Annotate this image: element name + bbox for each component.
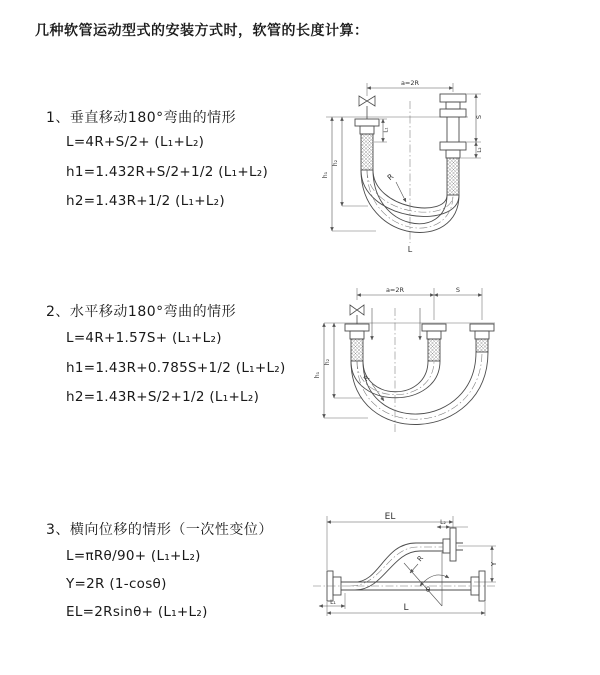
dim-label-a2r: a=2R xyxy=(385,286,405,294)
formula-h2: h2=1.43R+S/2+1/2 (L₁+L₂) xyxy=(66,389,260,405)
dim-label-s: S xyxy=(475,114,483,120)
formula-el: EL=2Rsinθ+ (L₁+L₂) xyxy=(66,604,208,620)
fixed-end-flange xyxy=(345,324,369,339)
diagram-vertical-180-bend xyxy=(310,75,590,255)
diagram-lateral-displacement xyxy=(300,500,600,635)
dim-label-l1: L₁ xyxy=(330,599,336,606)
hose-centerlines xyxy=(357,308,482,432)
dim-label-l: L xyxy=(403,603,409,613)
dim-label-h2: h₂ xyxy=(324,358,331,366)
dim-label-r: R xyxy=(362,373,372,384)
left-flange xyxy=(355,119,379,134)
section-2-heading: 2、水平移动180°弯曲的情形 xyxy=(46,304,237,320)
extension-lines xyxy=(326,83,481,231)
formula-h1: h1=1.43R+0.785S+1/2 (L₁+L₂) xyxy=(66,360,286,376)
braided-hose-section xyxy=(361,134,373,170)
dim-label-y: Y xyxy=(490,561,498,567)
dim-label-h1: h₁ xyxy=(314,371,321,379)
hose-centerlines xyxy=(367,101,453,243)
formula-l: L=4R+1.57S+ (L₁+L₂) xyxy=(66,330,222,346)
formula-l: L=πRθ/90+ (L₁+L₂) xyxy=(66,548,201,564)
formula-h2: h2=1.43R+1/2 (L₁+L₂) xyxy=(66,193,225,209)
dim-label-r: R xyxy=(415,554,426,564)
dim-label-el: EL xyxy=(384,512,396,522)
moving-end-flange-start xyxy=(422,324,446,339)
dim-label-l: L xyxy=(407,245,413,254)
dim-label-r: R xyxy=(385,171,396,183)
formula-y: Y=2R (1-cosθ) xyxy=(66,576,167,592)
right-flange-upper-position xyxy=(440,94,466,142)
diagram-horizontal-180-bend xyxy=(310,280,600,450)
dim-label-h2: h₂ xyxy=(332,159,339,167)
angle-construction xyxy=(404,552,449,606)
braided-hose-section xyxy=(476,339,488,352)
dim-label-theta: θ xyxy=(425,586,431,594)
valve-icon xyxy=(359,96,375,119)
dim-label-l1: L₁ xyxy=(383,127,390,133)
dim-label-a2r: a=2R xyxy=(400,79,420,87)
extension-lines xyxy=(327,516,496,616)
braided-hose-section xyxy=(447,158,459,195)
dim-label-l2: L₂ xyxy=(440,519,446,526)
valve-icon xyxy=(350,305,364,324)
formula-l: L=4R+S/2+ (L₁+L₂) xyxy=(66,134,205,150)
dim-label-l2: L₂ xyxy=(477,147,483,153)
dim-label-s: S xyxy=(455,286,461,294)
braided-hose-section xyxy=(428,339,440,361)
page-title: 几种软管运动型式的安装方式时，软管的长度计算： xyxy=(35,23,369,39)
section-3-heading: 3、横向位移的情形（一次性变位） xyxy=(46,522,273,538)
upper-flange-displaced-position xyxy=(443,528,463,561)
dimension-lines xyxy=(324,295,482,418)
formula-h1: h1=1.432R+S/2+1/2 (L₁+L₂) xyxy=(66,164,269,180)
hose-centerlines xyxy=(313,547,496,586)
right-flange-lower-position xyxy=(440,142,466,158)
section-1-heading: 1、垂直移动180°弯曲的情形 xyxy=(46,110,237,126)
braided-hose-section xyxy=(351,339,363,361)
hose-s-curve xyxy=(355,543,443,590)
moving-end-flange-shifted xyxy=(470,324,494,339)
dim-label-h1: h₁ xyxy=(322,171,329,179)
